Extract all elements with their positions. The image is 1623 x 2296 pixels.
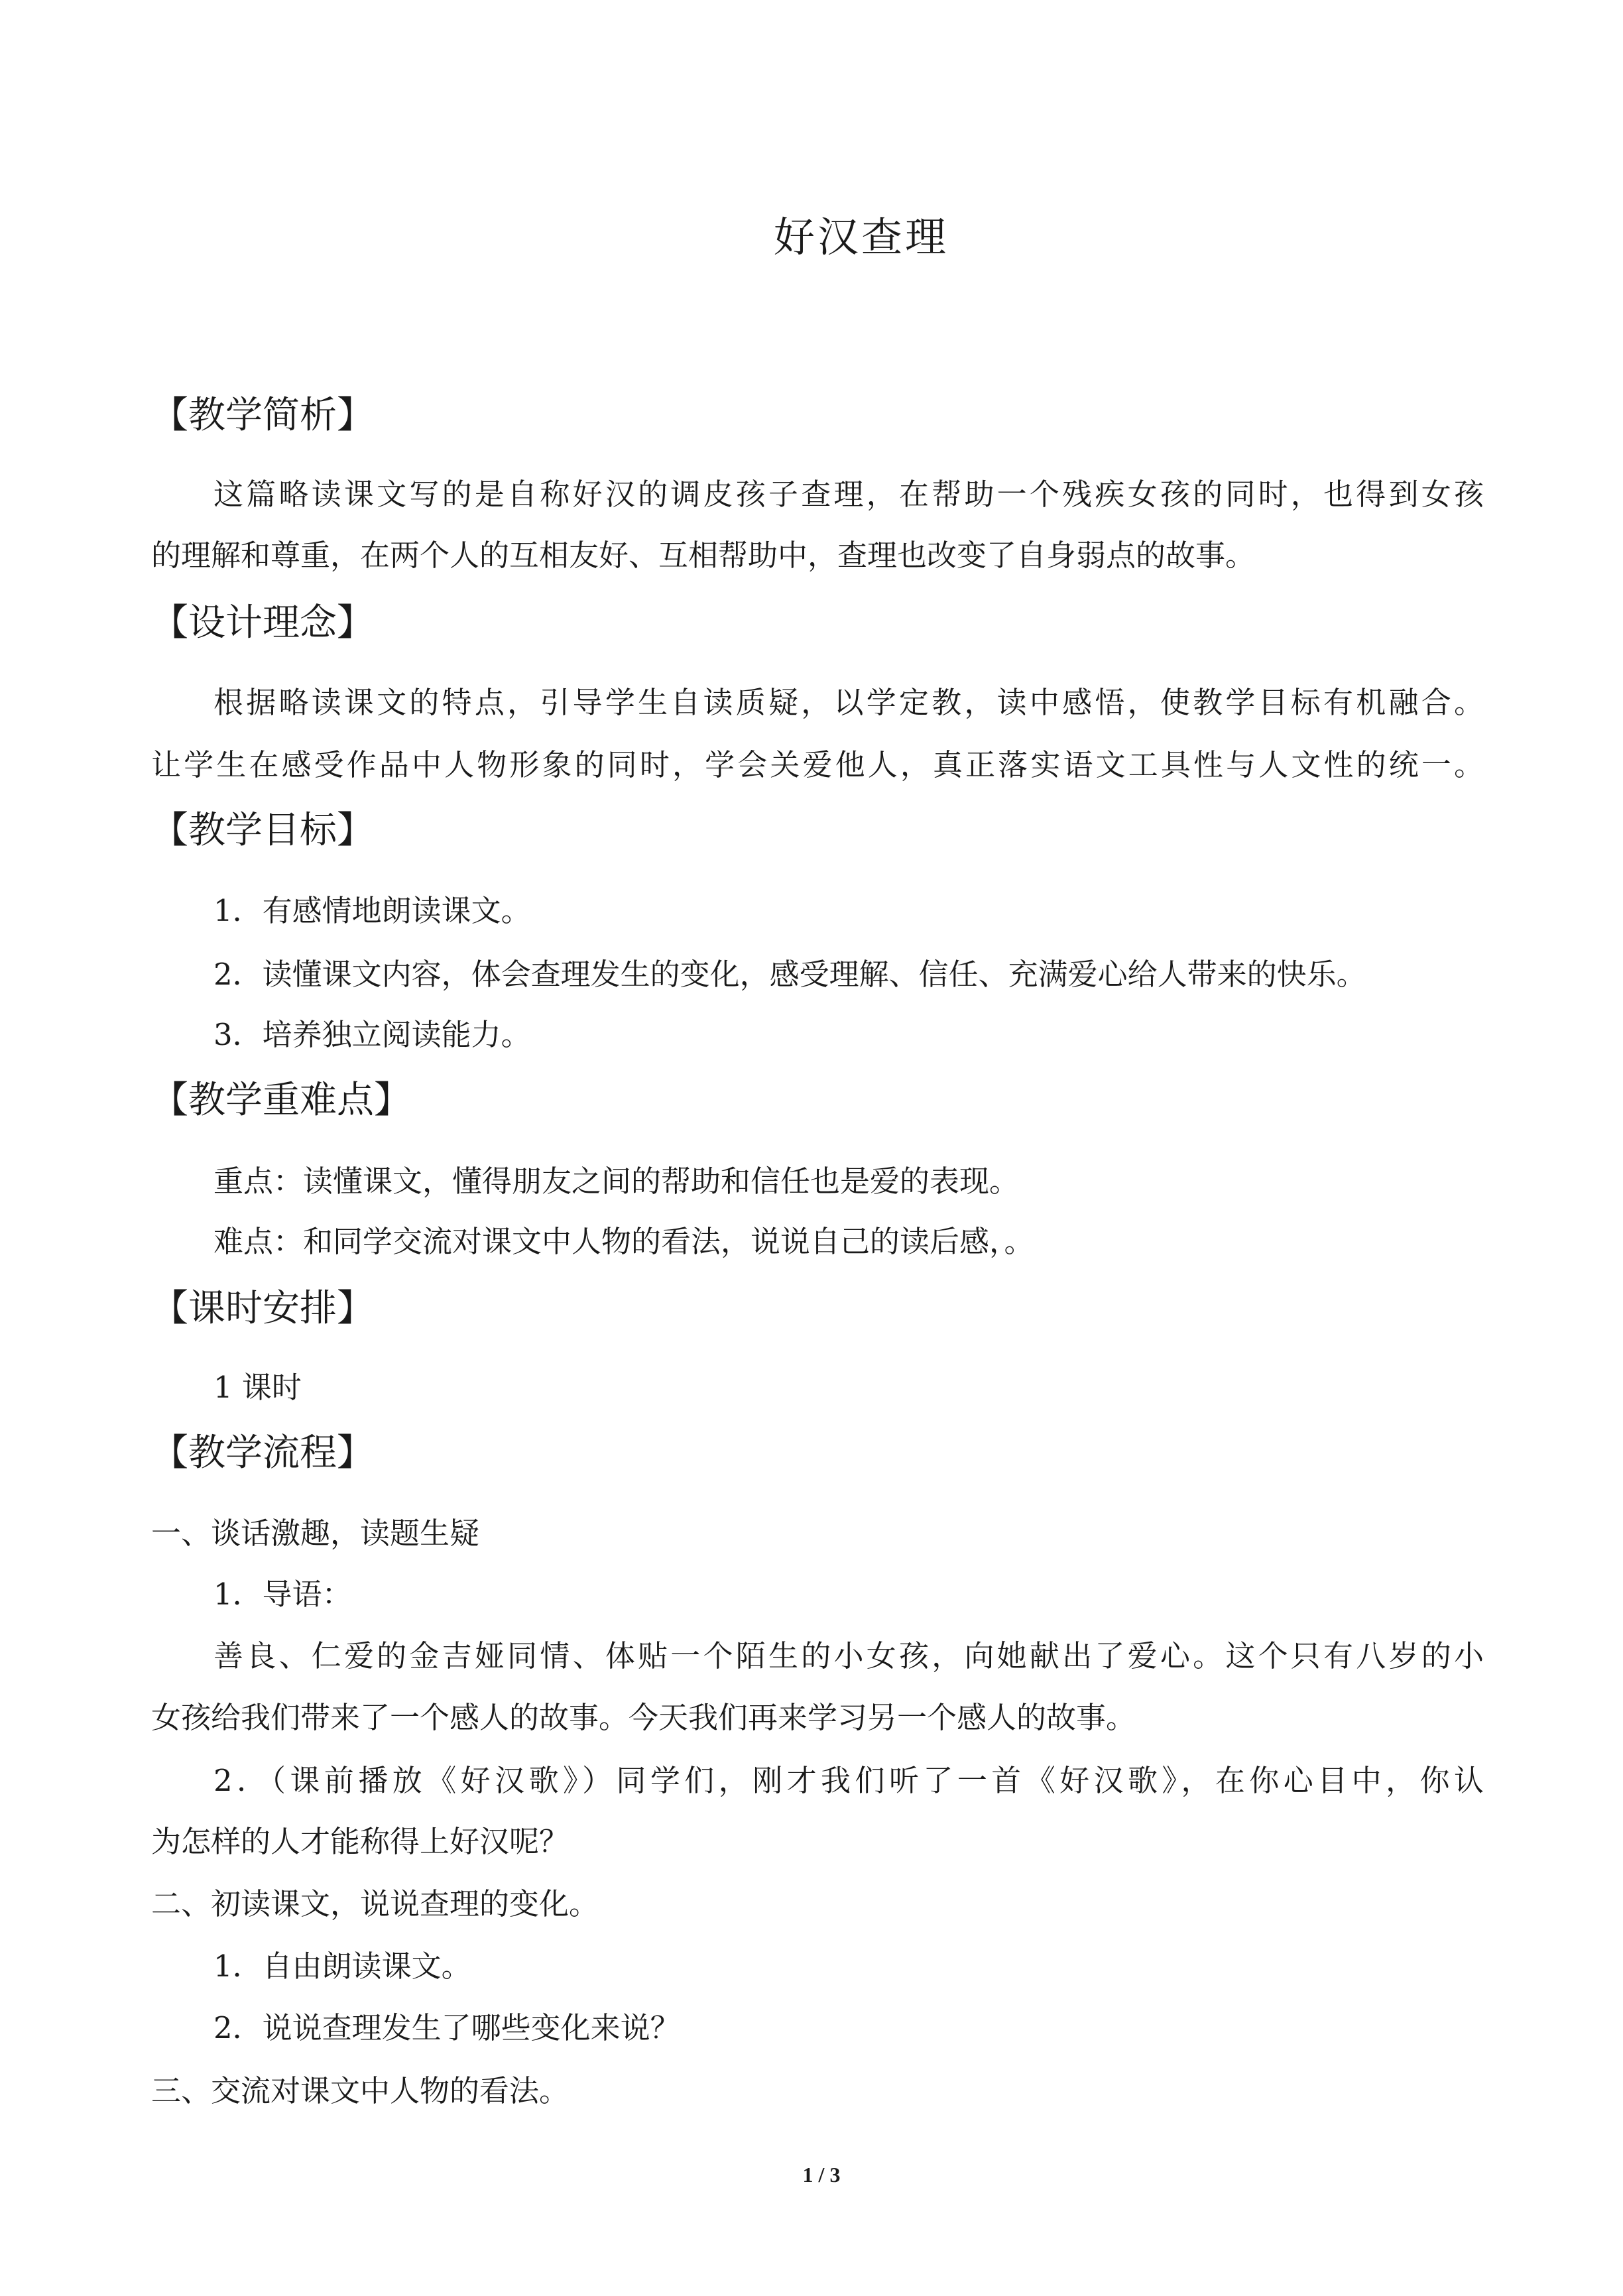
analysis-line-1: 这篇略读课文写的是自称好汉的调皮孩子查理，在帮助一个残疾女孩的同时，也得到女孩 xyxy=(213,477,1484,512)
concept-line-2: 让学生在感受作品中人物形象的同时，学会关爱他人，真正落实语文工具性与人文性的统一。 xyxy=(151,747,1484,782)
heading-goals: 【教学目标】 xyxy=(151,809,374,852)
page-indicator: 1 / 3 xyxy=(802,2163,841,2187)
goal-item-1: 1．有感情地朗读课文。 xyxy=(213,893,531,928)
document-title: 好汉查理 xyxy=(773,213,949,261)
concept-line-1: 根据略读课文的特点，引导学生自读质疑，以学定教，读中感悟，使教学目标有机融合。 xyxy=(213,685,1484,720)
process-step-3: 三、交流对课文中人物的看法。 xyxy=(151,2073,570,2108)
process-step-1-item-1: 1．导语： xyxy=(213,1577,352,1612)
schedule-text: 1 课时 xyxy=(213,1370,302,1405)
process-step-2-item-2: 2．说说查理发生了哪些变化来说？ xyxy=(213,2010,680,2045)
process-step-1: 一、谈话激趣，读题生疑 xyxy=(151,1516,480,1551)
heading-analysis: 【教学简析】 xyxy=(151,394,374,437)
process-step-1-para-line-2: 女孩给我们带来了一个感人的故事。今天我们再来学习另一个感人的故事。 xyxy=(151,1700,1136,1735)
heading-concept: 【设计理念】 xyxy=(151,601,374,644)
heading-process: 【教学流程】 xyxy=(151,1431,374,1475)
focus-difficulty: 难点：和同学交流对课文中人物的看法，说说自己的读后感，。 xyxy=(213,1224,1034,1259)
process-step-1-para-line-1: 善良、仁爱的金吉娅同情、体贴一个陌生的小女孩，向她献出了爱心。这个只有八岁的小 xyxy=(213,1638,1484,1673)
process-step-2: 二、初读课文，说说查理的变化。 xyxy=(151,1886,599,1921)
goal-item-2: 2．读懂课文内容，体会查理发生的变化，感受理解、信任、充满爱心给人带来的快乐。 xyxy=(213,957,1366,992)
process-step-1-item-2-line-1: 2．（课前播放《好汉歌》）同学们，刚才我们听了一首《好汉歌》，在你心目中，你认 xyxy=(213,1763,1484,1798)
process-step-2-item-1: 1．自由朗读课文。 xyxy=(213,1949,471,1984)
heading-focus: 【教学重难点】 xyxy=(151,1079,411,1122)
focus-key: 重点：读懂课文，懂得朋友之间的帮助和信任也是爱的表现。 xyxy=(213,1164,1020,1199)
analysis-line-2: 的理解和尊重，在两个人的互相友好、互相帮助中，查理也改变了自身弱点的故事。 xyxy=(151,538,1256,573)
heading-schedule: 【课时安排】 xyxy=(151,1287,374,1330)
process-step-1-item-2-line-2: 为怎样的人才能称得上好汉呢？ xyxy=(151,1824,570,1859)
goal-item-3: 3．培养独立阅读能力。 xyxy=(213,1017,531,1052)
